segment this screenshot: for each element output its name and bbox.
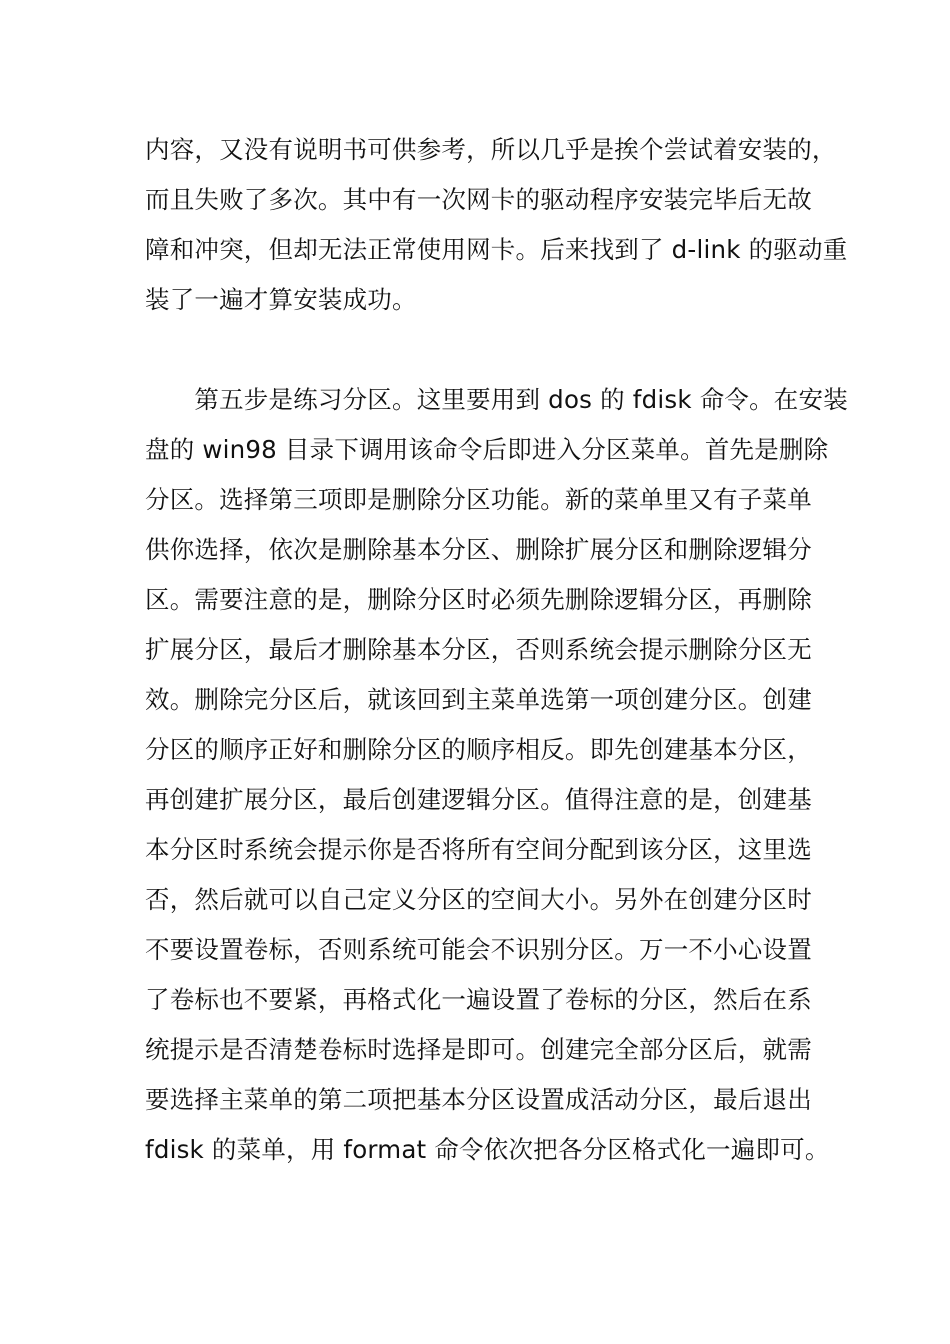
text-line: fdisk 的菜单，用 format 命令依次把各分区格式化一遍即可。 bbox=[145, 1135, 830, 1164]
text-line: 了卷标也不要紧，再格式化一遍设置了卷标的分区，然后在系 bbox=[145, 985, 812, 1014]
text-line: 分区。选择第三项即是删除分区功能。新的菜单里又有子菜单 bbox=[145, 485, 812, 514]
text-line: 效。删除完分区后，就该回到主菜单选第一项创建分区。创建 bbox=[145, 685, 812, 714]
text-line: 本分区时系统会提示你是否将所有空间分配到该分区，这里选 bbox=[145, 835, 812, 864]
text-line: 要选择主菜单的第二项把基本分区设置成活动分区，最后退出 bbox=[145, 1085, 812, 1114]
text-line: 扩展分区，最后才删除基本分区，否则系统会提示删除分区无 bbox=[145, 635, 812, 664]
text-line: 否，然后就可以自己定义分区的空间大小。另外在创建分区时 bbox=[145, 885, 812, 914]
text-line: 障和冲突，但却无法正常使用网卡。后来找到了 d-link 的驱动重 bbox=[145, 235, 848, 264]
text-line: 第五步是练习分区。这里要用到 dos 的 fdisk 命令。在安装 bbox=[145, 385, 848, 414]
text-line: 不要设置卷标，否则系统可能会不识别分区。万一不小心设置 bbox=[145, 935, 812, 964]
paragraph-1 bbox=[145, 125, 848, 325]
text-line: 装了一遍才算安装成功。 bbox=[145, 285, 417, 314]
paragraph-2 bbox=[145, 375, 848, 1175]
text-line: 再创建扩展分区，最后创建逻辑分区。值得注意的是，创建基 bbox=[145, 785, 812, 814]
text-line: 供你选择，依次是删除基本分区、删除扩展分区和删除逻辑分 bbox=[145, 535, 812, 564]
text-line: 而且失败了多次。其中有一次网卡的驱动程序安装完毕后无故 bbox=[145, 185, 812, 214]
text-line: 内容，又没有说明书可供参考，所以几乎是挨个尝试着安装的， bbox=[145, 135, 837, 164]
text-line: 盘的 win98 目录下调用该命令后即进入分区菜单。首先是删除 bbox=[145, 435, 829, 464]
text-line: 区。需要注意的是，删除分区时必须先删除逻辑分区，再删除 bbox=[145, 585, 812, 614]
text-line: 分区的顺序正好和删除分区的顺序相反。即先创建基本分区， bbox=[145, 735, 812, 764]
text-line: 统提示是否清楚卷标时选择是即可。创建完全部分区后，就需 bbox=[145, 1035, 812, 1064]
